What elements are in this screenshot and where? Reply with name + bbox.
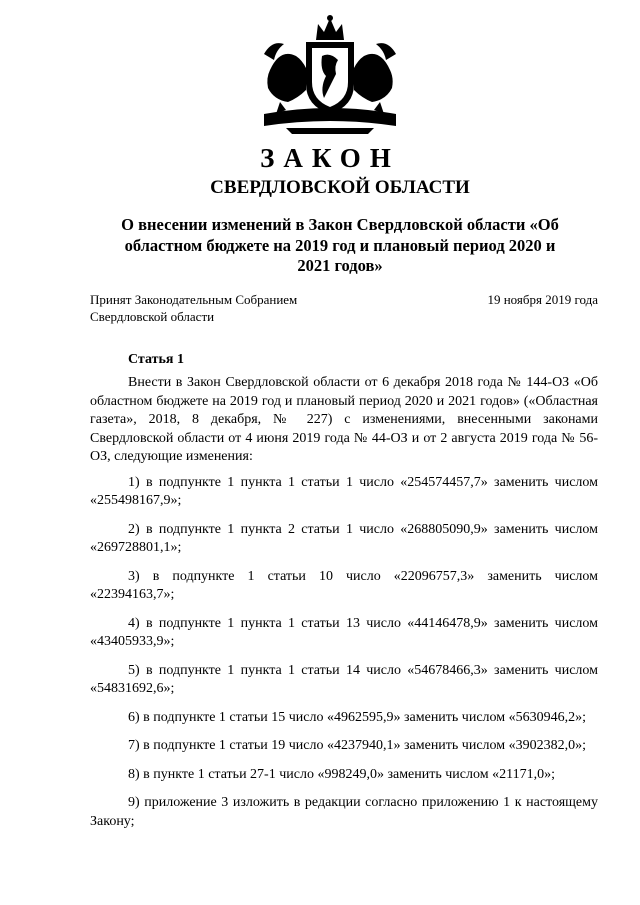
amendment-item: 9) приложение 3 изложить в редакции согласно приложению 1 к настоящему Закону; [90,795,598,829]
amendment-item: 2) в подпункте 1 пункта 2 статьи 1 число «268805090,9» заменить числом «269728801,1»; [90,521,598,555]
adoption-body-text: Принят Законодательным Собранием Свердловской области [90,292,298,324]
adoption-date: 19 ноября 2019 года [487,292,598,307]
article-body [90,374,598,841]
article-intro: Внести в Закон Свердловской области от 6 декабря 2018 года № 144-ОЗ «Об областном бюджете на 2019 год и плановый период 2020 и 2021 годов» («Областная газета», 2018, 8 декабря, № 227) с изменениями, внесенными законами Свердловской области от 4 июня 2019 года № 44-ОЗ и от 2 августа 2019 года № 56-ОЗ, следующие изменения: [90,375,598,464]
amendment-item: 8) в пункте 1 статьи 27-1 число «998249,0» заменить числом «21171,0»; [128,766,555,782]
amendment-item: 4) в подпункте 1 пункта 1 статьи 13 число «44146478,9» заменить числом «43405933,9»; [90,615,598,649]
amendment-item: 5) в подпункте 1 пункта 1 статьи 14 число «54678466,3» заменить числом «54831692,6»; [90,662,598,696]
amendment-item: 1) в подпункте 1 пункта 1 статьи 1 число «254574457,7» заменить числом «255498167,9»; [90,474,598,508]
coat-of-arms-icon [250,10,410,135]
amendment-item: 3) в подпункте 1 статьи 10 число «22096757,3» заменить числом «22394163,7»; [90,568,598,602]
adoption-body [90,291,310,325]
document-region: СВЕРДЛОВСКОЙ ОБЛАСТИ [210,177,470,198]
law-subject-title: О внесении изменений в Закон Свердловской области «Об областном бюджете на 2019 год и плановый период 2020 и 2021 годов» [121,215,559,275]
article-heading: Статья 1 [128,352,184,367]
amendment-item: 6) в подпункте 1 статьи 15 число «4962595,9» заменить числом «5630946,2»; [128,709,587,725]
amendment-item: 7) в подпункте 1 статьи 19 число «4237940,1» заменить числом «3902382,0»; [128,738,587,753]
document-title: ЗАКОН [260,143,400,173]
